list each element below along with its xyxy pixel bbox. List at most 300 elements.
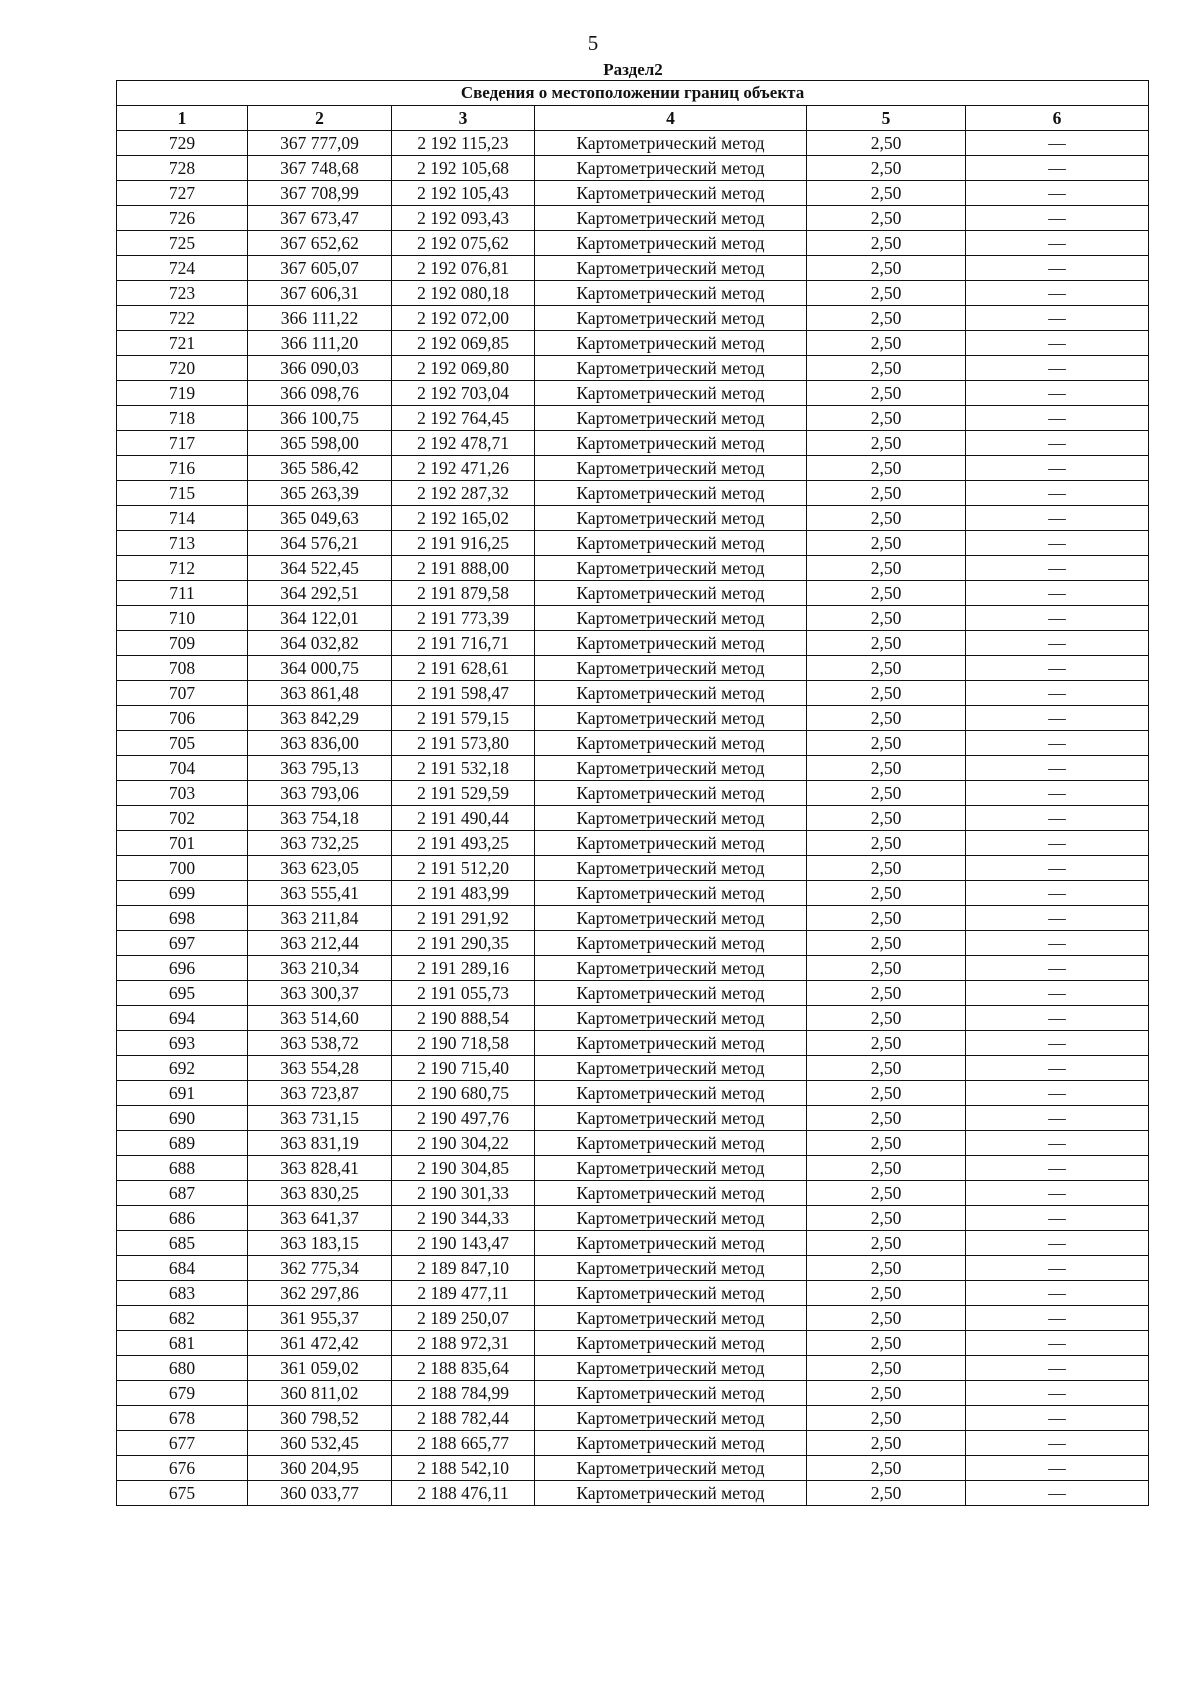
precision-cell: 2,50 <box>807 1456 966 1481</box>
y-coordinate-cell: 2 190 304,22 <box>392 1131 535 1156</box>
point-number-cell: 727 <box>117 181 248 206</box>
description-cell: — <box>966 156 1149 181</box>
description-cell: — <box>966 506 1149 531</box>
description-cell: — <box>966 856 1149 881</box>
method-cell: Картометрический метод <box>535 756 807 781</box>
y-coordinate-cell: 2 192 072,00 <box>392 306 535 331</box>
method-cell: Картометрический метод <box>535 306 807 331</box>
x-coordinate-cell: 360 811,02 <box>248 1381 392 1406</box>
description-cell: — <box>966 1131 1149 1156</box>
point-number-cell: 699 <box>117 881 248 906</box>
x-coordinate-cell: 363 793,06 <box>248 781 392 806</box>
point-number-cell: 719 <box>117 381 248 406</box>
method-cell: Картометрический метод <box>535 356 807 381</box>
table-row <box>117 406 1149 431</box>
table-row <box>117 131 1149 156</box>
method-cell: Картометрический метод <box>535 1081 807 1106</box>
method-cell: Картометрический метод <box>535 881 807 906</box>
precision-cell: 2,50 <box>807 1031 966 1056</box>
y-coordinate-cell: 2 190 143,47 <box>392 1231 535 1256</box>
description-cell: — <box>966 331 1149 356</box>
description-cell: — <box>966 456 1149 481</box>
point-number-cell: 698 <box>117 906 248 931</box>
x-coordinate-cell: 360 033,77 <box>248 1481 392 1506</box>
y-coordinate-cell: 2 192 080,18 <box>392 281 535 306</box>
precision-cell: 2,50 <box>807 431 966 456</box>
method-cell: Картометрический метод <box>535 281 807 306</box>
table-row <box>117 931 1149 956</box>
precision-cell: 2,50 <box>807 506 966 531</box>
precision-cell: 2,50 <box>807 1356 966 1381</box>
description-cell: — <box>966 556 1149 581</box>
table-row <box>117 756 1149 781</box>
precision-cell: 2,50 <box>807 931 966 956</box>
x-coordinate-cell: 365 598,00 <box>248 431 392 456</box>
point-number-cell: 687 <box>117 1181 248 1206</box>
x-coordinate-cell: 363 836,00 <box>248 731 392 756</box>
table-row <box>117 256 1149 281</box>
description-cell: — <box>966 931 1149 956</box>
point-number-cell: 711 <box>117 581 248 606</box>
table-caption-row <box>117 81 1149 106</box>
point-number-cell: 677 <box>117 1431 248 1456</box>
method-cell: Картометрический метод <box>535 1006 807 1031</box>
y-coordinate-cell: 2 191 628,61 <box>392 656 535 681</box>
precision-cell: 2,50 <box>807 331 966 356</box>
description-cell: — <box>966 531 1149 556</box>
method-cell: Картометрический метод <box>535 431 807 456</box>
description-cell: — <box>966 781 1149 806</box>
description-cell: — <box>966 1156 1149 1181</box>
method-cell: Картометрический метод <box>535 231 807 256</box>
point-number-cell: 693 <box>117 1031 248 1056</box>
column-header: 1 <box>117 106 248 131</box>
point-number-cell: 685 <box>117 1231 248 1256</box>
x-coordinate-cell: 363 514,60 <box>248 1006 392 1031</box>
precision-cell: 2,50 <box>807 1281 966 1306</box>
y-coordinate-cell: 2 192 075,62 <box>392 231 535 256</box>
x-coordinate-cell: 364 000,75 <box>248 656 392 681</box>
method-cell: Картометрический метод <box>535 981 807 1006</box>
table-row <box>117 1006 1149 1031</box>
method-cell: Картометрический метод <box>535 1181 807 1206</box>
description-cell: — <box>966 381 1149 406</box>
table-row <box>117 1481 1149 1506</box>
method-cell: Картометрический метод <box>535 681 807 706</box>
x-coordinate-cell: 363 842,29 <box>248 706 392 731</box>
point-number-cell: 720 <box>117 356 248 381</box>
precision-cell: 2,50 <box>807 356 966 381</box>
table-row <box>117 856 1149 881</box>
y-coordinate-cell: 2 188 665,77 <box>392 1431 535 1456</box>
y-coordinate-cell: 2 190 497,76 <box>392 1106 535 1131</box>
precision-cell: 2,50 <box>807 806 966 831</box>
point-number-cell: 676 <box>117 1456 248 1481</box>
method-cell: Картометрический метод <box>535 631 807 656</box>
point-number-cell: 675 <box>117 1481 248 1506</box>
point-number-cell: 729 <box>117 131 248 156</box>
y-coordinate-cell: 2 191 483,99 <box>392 881 535 906</box>
description-cell: — <box>966 656 1149 681</box>
table-row <box>117 781 1149 806</box>
method-cell: Картометрический метод <box>535 706 807 731</box>
x-coordinate-cell: 367 605,07 <box>248 256 392 281</box>
description-cell: — <box>966 706 1149 731</box>
point-number-cell: 725 <box>117 231 248 256</box>
method-cell: Картометрический метод <box>535 1256 807 1281</box>
method-cell: Картометрический метод <box>535 1431 807 1456</box>
method-cell: Картометрический метод <box>535 1306 807 1331</box>
x-coordinate-cell: 367 748,68 <box>248 156 392 181</box>
precision-cell: 2,50 <box>807 1106 966 1131</box>
x-coordinate-cell: 364 292,51 <box>248 581 392 606</box>
precision-cell: 2,50 <box>807 206 966 231</box>
method-cell: Картометрический метод <box>535 656 807 681</box>
point-number-cell: 718 <box>117 406 248 431</box>
table-row <box>117 1206 1149 1231</box>
point-number-cell: 684 <box>117 1256 248 1281</box>
x-coordinate-cell: 367 673,47 <box>248 206 392 231</box>
method-cell: Картометрический метод <box>535 856 807 881</box>
method-cell: Картометрический метод <box>535 581 807 606</box>
method-cell: Картометрический метод <box>535 931 807 956</box>
description-cell: — <box>966 1406 1149 1431</box>
table-row <box>117 581 1149 606</box>
precision-cell: 2,50 <box>807 1381 966 1406</box>
method-cell: Картометрический метод <box>535 131 807 156</box>
method-cell: Картометрический метод <box>535 206 807 231</box>
column-header: 2 <box>248 106 392 131</box>
description-cell: — <box>966 206 1149 231</box>
point-number-cell: 708 <box>117 656 248 681</box>
precision-cell: 2,50 <box>807 1206 966 1231</box>
page-number: 5 <box>587 31 599 55</box>
precision-cell: 2,50 <box>807 1006 966 1031</box>
table-row <box>117 156 1149 181</box>
description-cell: — <box>966 1356 1149 1381</box>
x-coordinate-cell: 363 831,19 <box>248 1131 392 1156</box>
y-coordinate-cell: 2 192 478,71 <box>392 431 535 456</box>
table-row <box>117 1456 1149 1481</box>
description-cell: — <box>966 231 1149 256</box>
point-number-cell: 728 <box>117 156 248 181</box>
x-coordinate-cell: 365 049,63 <box>248 506 392 531</box>
y-coordinate-cell: 2 190 680,75 <box>392 1081 535 1106</box>
description-cell: — <box>966 606 1149 631</box>
x-coordinate-cell: 363 183,15 <box>248 1231 392 1256</box>
section-label: Раздел2 <box>603 60 663 79</box>
y-coordinate-cell: 2 191 290,35 <box>392 931 535 956</box>
description-cell: — <box>966 806 1149 831</box>
method-cell: Картометрический метод <box>535 1406 807 1431</box>
y-coordinate-cell: 2 189 477,11 <box>392 1281 535 1306</box>
point-number-cell: 709 <box>117 631 248 656</box>
description-cell: — <box>966 1031 1149 1056</box>
method-cell: Картометрический метод <box>535 781 807 806</box>
description-cell: — <box>966 1456 1149 1481</box>
point-number-cell: 679 <box>117 1381 248 1406</box>
point-number-cell: 696 <box>117 956 248 981</box>
y-coordinate-cell: 2 191 716,71 <box>392 631 535 656</box>
column-header-row <box>117 106 1149 131</box>
table-row <box>117 1031 1149 1056</box>
point-number-cell: 714 <box>117 506 248 531</box>
table-row <box>117 706 1149 731</box>
y-coordinate-cell: 2 190 715,40 <box>392 1056 535 1081</box>
y-coordinate-cell: 2 192 115,23 <box>392 131 535 156</box>
y-coordinate-cell: 2 192 165,02 <box>392 506 535 531</box>
y-coordinate-cell: 2 191 055,73 <box>392 981 535 1006</box>
point-number-cell: 688 <box>117 1156 248 1181</box>
table-row <box>117 906 1149 931</box>
column-header: 3 <box>392 106 535 131</box>
point-number-cell: 710 <box>117 606 248 631</box>
description-cell: — <box>966 1081 1149 1106</box>
y-coordinate-cell: 2 191 888,00 <box>392 556 535 581</box>
method-cell: Картометрический метод <box>535 1131 807 1156</box>
y-coordinate-cell: 2 191 573,80 <box>392 731 535 756</box>
description-cell: — <box>966 631 1149 656</box>
point-number-cell: 717 <box>117 431 248 456</box>
x-coordinate-cell: 360 204,95 <box>248 1456 392 1481</box>
description-cell: — <box>966 981 1149 1006</box>
y-coordinate-cell: 2 190 888,54 <box>392 1006 535 1031</box>
x-coordinate-cell: 363 754,18 <box>248 806 392 831</box>
table-row <box>117 281 1149 306</box>
description-cell: — <box>966 356 1149 381</box>
precision-cell: 2,50 <box>807 1156 966 1181</box>
x-coordinate-cell: 364 122,01 <box>248 606 392 631</box>
y-coordinate-cell: 2 191 512,20 <box>392 856 535 881</box>
point-number-cell: 691 <box>117 1081 248 1106</box>
table-row <box>117 1256 1149 1281</box>
x-coordinate-cell: 366 098,76 <box>248 381 392 406</box>
precision-cell: 2,50 <box>807 481 966 506</box>
y-coordinate-cell: 2 189 847,10 <box>392 1256 535 1281</box>
y-coordinate-cell: 2 188 784,99 <box>392 1381 535 1406</box>
x-coordinate-cell: 367 606,31 <box>248 281 392 306</box>
method-cell: Картометрический метод <box>535 481 807 506</box>
x-coordinate-cell: 363 211,84 <box>248 906 392 931</box>
precision-cell: 2,50 <box>807 881 966 906</box>
method-cell: Картометрический метод <box>535 956 807 981</box>
method-cell: Картометрический метод <box>535 731 807 756</box>
x-coordinate-cell: 363 731,15 <box>248 1106 392 1131</box>
y-coordinate-cell: 2 190 301,33 <box>392 1181 535 1206</box>
precision-cell: 2,50 <box>807 456 966 481</box>
point-number-cell: 716 <box>117 456 248 481</box>
description-cell: — <box>966 131 1149 156</box>
description-cell: — <box>966 731 1149 756</box>
description-cell: — <box>966 581 1149 606</box>
y-coordinate-cell: 2 192 069,80 <box>392 356 535 381</box>
x-coordinate-cell: 366 100,75 <box>248 406 392 431</box>
point-number-cell: 703 <box>117 781 248 806</box>
precision-cell: 2,50 <box>807 856 966 881</box>
point-number-cell: 707 <box>117 681 248 706</box>
table-row <box>117 206 1149 231</box>
table-row <box>117 306 1149 331</box>
y-coordinate-cell: 2 192 703,04 <box>392 381 535 406</box>
y-coordinate-cell: 2 192 105,68 <box>392 156 535 181</box>
table-row <box>117 1306 1149 1331</box>
point-number-cell: 721 <box>117 331 248 356</box>
x-coordinate-cell: 363 554,28 <box>248 1056 392 1081</box>
y-coordinate-cell: 2 189 250,07 <box>392 1306 535 1331</box>
precision-cell: 2,50 <box>807 306 966 331</box>
precision-cell: 2,50 <box>807 556 966 581</box>
point-number-cell: 715 <box>117 481 248 506</box>
x-coordinate-cell: 363 795,13 <box>248 756 392 781</box>
y-coordinate-cell: 2 188 782,44 <box>392 1406 535 1431</box>
x-coordinate-cell: 364 522,45 <box>248 556 392 581</box>
method-cell: Картометрический метод <box>535 1031 807 1056</box>
y-coordinate-cell: 2 191 289,16 <box>392 956 535 981</box>
description-cell: — <box>966 1181 1149 1206</box>
table-row <box>117 1406 1149 1431</box>
description-cell: — <box>966 956 1149 981</box>
method-cell: Картометрический метод <box>535 1231 807 1256</box>
x-coordinate-cell: 364 576,21 <box>248 531 392 556</box>
x-coordinate-cell: 367 777,09 <box>248 131 392 156</box>
method-cell: Картометрический метод <box>535 406 807 431</box>
method-cell: Картометрический метод <box>535 556 807 581</box>
description-cell: — <box>966 1306 1149 1331</box>
method-cell: Картометрический метод <box>535 156 807 181</box>
x-coordinate-cell: 366 111,22 <box>248 306 392 331</box>
description-cell: — <box>966 406 1149 431</box>
point-number-cell: 706 <box>117 706 248 731</box>
method-cell: Картометрический метод <box>535 331 807 356</box>
point-number-cell: 724 <box>117 256 248 281</box>
point-number-cell: 681 <box>117 1331 248 1356</box>
method-cell: Картометрический метод <box>535 1331 807 1356</box>
point-number-cell: 723 <box>117 281 248 306</box>
method-cell: Картометрический метод <box>535 806 807 831</box>
x-coordinate-cell: 365 263,39 <box>248 481 392 506</box>
y-coordinate-cell: 2 188 542,10 <box>392 1456 535 1481</box>
point-number-cell: 712 <box>117 556 248 581</box>
precision-cell: 2,50 <box>807 1231 966 1256</box>
point-number-cell: 678 <box>117 1406 248 1431</box>
precision-cell: 2,50 <box>807 1081 966 1106</box>
table-row <box>117 1156 1149 1181</box>
precision-cell: 2,50 <box>807 731 966 756</box>
method-cell: Картометрический метод <box>535 456 807 481</box>
y-coordinate-cell: 2 188 476,11 <box>392 1481 535 1506</box>
x-coordinate-cell: 363 732,25 <box>248 831 392 856</box>
method-cell: Картометрический метод <box>535 531 807 556</box>
table-row <box>117 356 1149 381</box>
precision-cell: 2,50 <box>807 1331 966 1356</box>
y-coordinate-cell: 2 191 773,39 <box>392 606 535 631</box>
point-number-cell: 694 <box>117 1006 248 1031</box>
y-coordinate-cell: 2 192 287,32 <box>392 481 535 506</box>
point-number-cell: 700 <box>117 856 248 881</box>
precision-cell: 2,50 <box>807 581 966 606</box>
method-cell: Картометрический метод <box>535 606 807 631</box>
table-row <box>117 731 1149 756</box>
table-row <box>117 181 1149 206</box>
description-cell: — <box>966 1006 1149 1031</box>
y-coordinate-cell: 2 191 879,58 <box>392 581 535 606</box>
y-coordinate-cell: 2 190 304,85 <box>392 1156 535 1181</box>
description-cell: — <box>966 1231 1149 1256</box>
point-number-cell: 705 <box>117 731 248 756</box>
precision-cell: 2,50 <box>807 281 966 306</box>
y-coordinate-cell: 2 192 076,81 <box>392 256 535 281</box>
table-row <box>117 231 1149 256</box>
y-coordinate-cell: 2 191 529,59 <box>392 781 535 806</box>
boundary-table <box>116 80 1149 1506</box>
table-row <box>117 806 1149 831</box>
method-cell: Картометрический метод <box>535 506 807 531</box>
table-row <box>117 1231 1149 1256</box>
precision-cell: 2,50 <box>807 131 966 156</box>
table-row <box>117 431 1149 456</box>
point-number-cell: 680 <box>117 1356 248 1381</box>
x-coordinate-cell: 363 555,41 <box>248 881 392 906</box>
point-number-cell: 702 <box>117 806 248 831</box>
precision-cell: 2,50 <box>807 1256 966 1281</box>
column-header: 6 <box>966 106 1149 131</box>
description-cell: — <box>966 681 1149 706</box>
method-cell: Картометрический метод <box>535 256 807 281</box>
method-cell: Картометрический метод <box>535 1106 807 1131</box>
x-coordinate-cell: 364 032,82 <box>248 631 392 656</box>
x-coordinate-cell: 367 652,62 <box>248 231 392 256</box>
precision-cell: 2,50 <box>807 631 966 656</box>
precision-cell: 2,50 <box>807 781 966 806</box>
y-coordinate-cell: 2 191 916,25 <box>392 531 535 556</box>
point-number-cell: 686 <box>117 1206 248 1231</box>
method-cell: Картометрический метод <box>535 831 807 856</box>
y-coordinate-cell: 2 192 471,26 <box>392 456 535 481</box>
description-cell: — <box>966 1281 1149 1306</box>
x-coordinate-cell: 363 830,25 <box>248 1181 392 1206</box>
method-cell: Картометрический метод <box>535 1281 807 1306</box>
precision-cell: 2,50 <box>807 1431 966 1456</box>
x-coordinate-cell: 363 623,05 <box>248 856 392 881</box>
precision-cell: 2,50 <box>807 1181 966 1206</box>
x-coordinate-cell: 363 212,44 <box>248 931 392 956</box>
y-coordinate-cell: 2 190 344,33 <box>392 1206 535 1231</box>
description-cell: — <box>966 306 1149 331</box>
table-row <box>117 331 1149 356</box>
table-row <box>117 1131 1149 1156</box>
precision-cell: 2,50 <box>807 956 966 981</box>
precision-cell: 2,50 <box>807 1306 966 1331</box>
y-coordinate-cell: 2 190 718,58 <box>392 1031 535 1056</box>
point-number-cell: 682 <box>117 1306 248 1331</box>
table-row <box>117 1281 1149 1306</box>
table-row <box>117 956 1149 981</box>
column-header: 5 <box>807 106 966 131</box>
precision-cell: 2,50 <box>807 256 966 281</box>
table-row <box>117 481 1149 506</box>
x-coordinate-cell: 367 708,99 <box>248 181 392 206</box>
precision-cell: 2,50 <box>807 231 966 256</box>
x-coordinate-cell: 363 861,48 <box>248 681 392 706</box>
precision-cell: 2,50 <box>807 156 966 181</box>
description-cell: — <box>966 281 1149 306</box>
x-coordinate-cell: 361 472,42 <box>248 1331 392 1356</box>
method-cell: Картометрический метод <box>535 181 807 206</box>
x-coordinate-cell: 363 641,37 <box>248 1206 392 1231</box>
table-row <box>117 606 1149 631</box>
y-coordinate-cell: 2 191 291,92 <box>392 906 535 931</box>
table-row <box>117 1331 1149 1356</box>
